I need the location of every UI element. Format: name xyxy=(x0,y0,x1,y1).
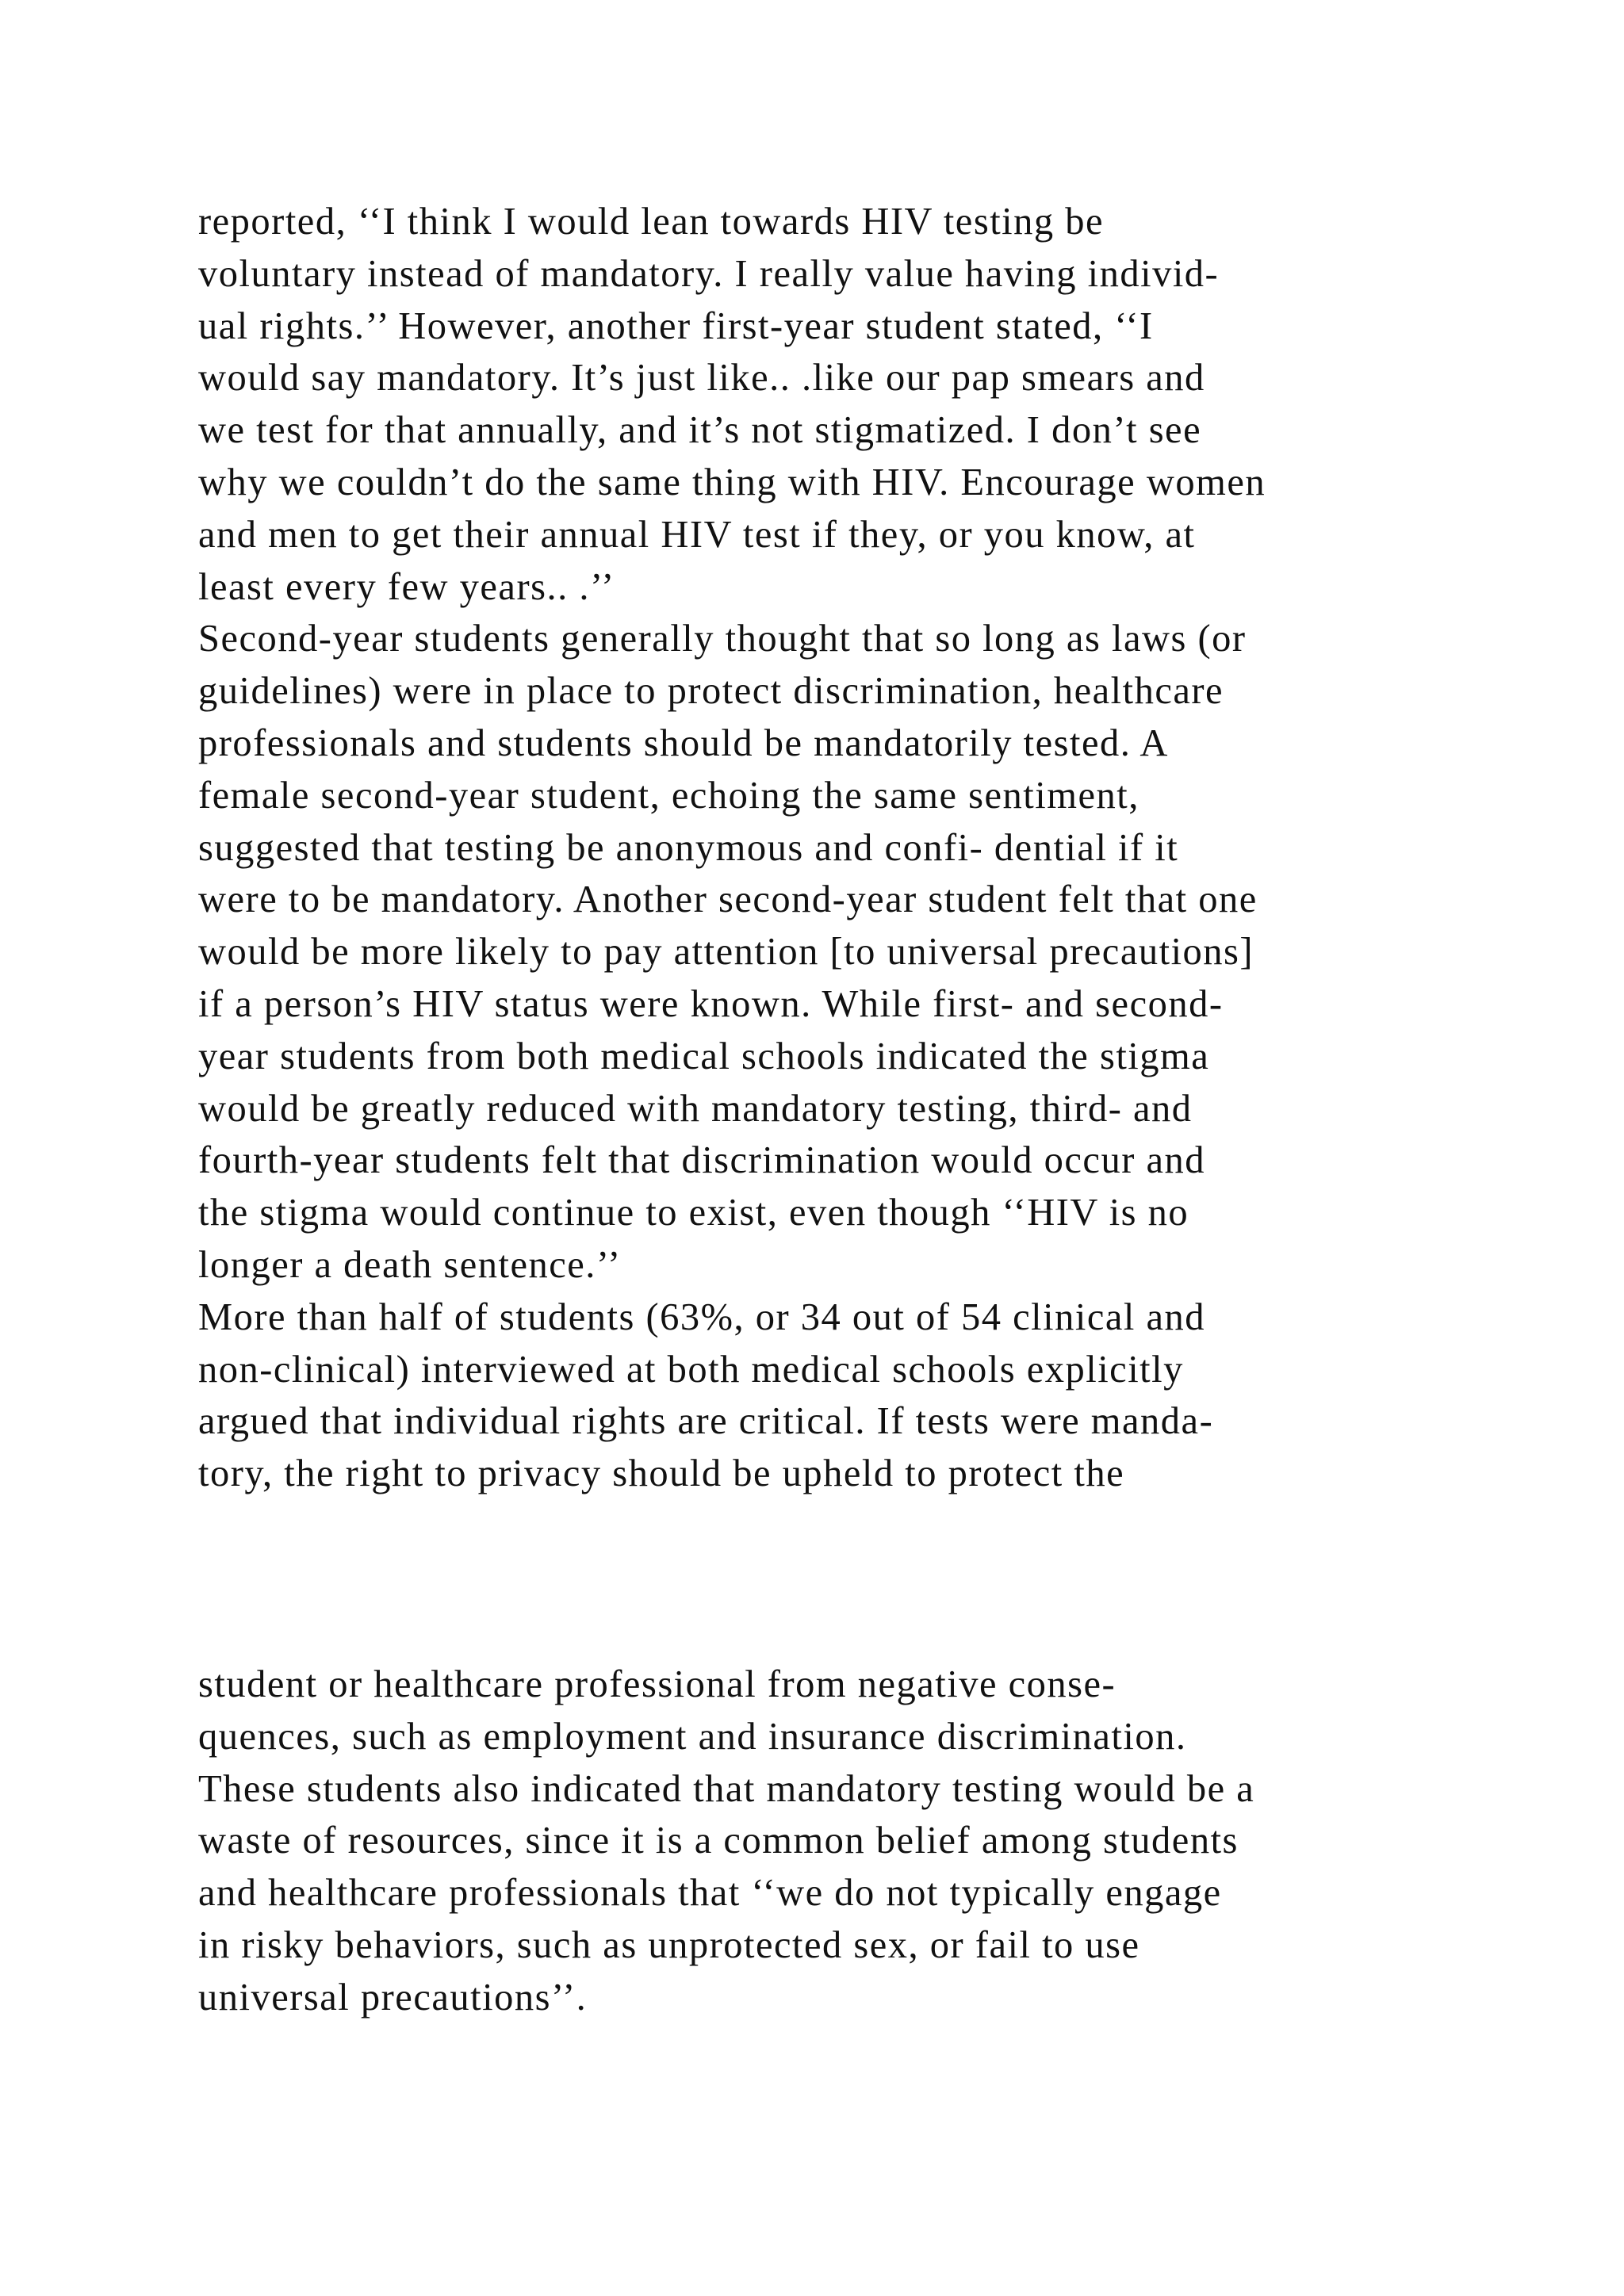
text-line: female second-year student, echoing the same sentiment, xyxy=(198,774,1139,817)
text-line: tory, the right to privacy should be upheld to protect the xyxy=(198,1452,1125,1495)
text-line: Second-year students generally thought that so long as laws (or xyxy=(198,618,1247,660)
text-line: voluntary instead of mandatory. I really value having individ- xyxy=(198,252,1220,295)
text-line: professionals and students should be mandatorily tested. A xyxy=(198,721,1169,764)
text-line: quences, such as employment and insurance discrimination. xyxy=(198,1715,1187,1758)
text-line: year students from both medical schools indicated the stigma xyxy=(198,1035,1210,1077)
text-block-lower xyxy=(198,1659,1435,2024)
text-line: longer a death sentence.’’ xyxy=(198,1243,622,1286)
text-line: argued that individual rights are critical. If tests were manda- xyxy=(198,1400,1214,1443)
text-line: would say mandatory. It’s just like.. .like our pap smears and xyxy=(198,357,1205,400)
text-line: These students also indicated that mandatory testing would be a xyxy=(198,1767,1255,1810)
text-line: in risky behaviors, such as unprotected sex, or fail to use xyxy=(198,1923,1140,1966)
text-line: non-clinical) interviewed at both medical schools explicitly xyxy=(198,1348,1184,1391)
text-line: suggested that testing be anonymous and confi- dential if it xyxy=(198,826,1179,869)
text-line: least every few years.. .’’ xyxy=(198,565,615,608)
text-line: and men to get their annual HIV test if they, or you know, at xyxy=(198,513,1196,556)
text-line: if a person’s HIV status were known. While first- and second- xyxy=(198,982,1224,1025)
text-block-upper xyxy=(198,196,1435,1500)
text-line: guidelines) were in place to protect discrimination, healthcare xyxy=(198,670,1224,713)
text-line: we test for that annually, and it’s not stigmatized. I don’t see xyxy=(198,409,1202,452)
text-line: and healthcare professionals that ‘‘we do not typically engage xyxy=(198,1872,1222,1915)
text-line: student or healthcare professional from negative conse- xyxy=(198,1663,1116,1705)
text-line: More than half of students (63%, or 34 out of 54 clinical and xyxy=(198,1295,1206,1338)
text-line: fourth-year students felt that discrimination would occur and xyxy=(198,1139,1205,1182)
text-line: the stigma would continue to exist, even though ‘‘HIV is no xyxy=(198,1192,1189,1234)
text-line: would be more likely to pay attention [to universal precautions] xyxy=(198,931,1254,974)
text-line: universal precautions’’. xyxy=(198,1976,588,2019)
text-line: why we couldn’t do the same thing with HIV. Encourage women xyxy=(198,461,1266,503)
text-line: were to be mandatory. Another second-year student felt that one xyxy=(198,878,1258,921)
text-line: reported, ‘‘I think I would lean towards HIV testing be xyxy=(198,201,1105,243)
text-line: would be greatly reduced with mandatory testing, third- and xyxy=(198,1087,1193,1130)
text-line: ual rights.’’ However, another first-year student stated, ‘‘I xyxy=(198,304,1154,347)
text-line: waste of resources, since it is a common belief among students xyxy=(198,1820,1239,1862)
